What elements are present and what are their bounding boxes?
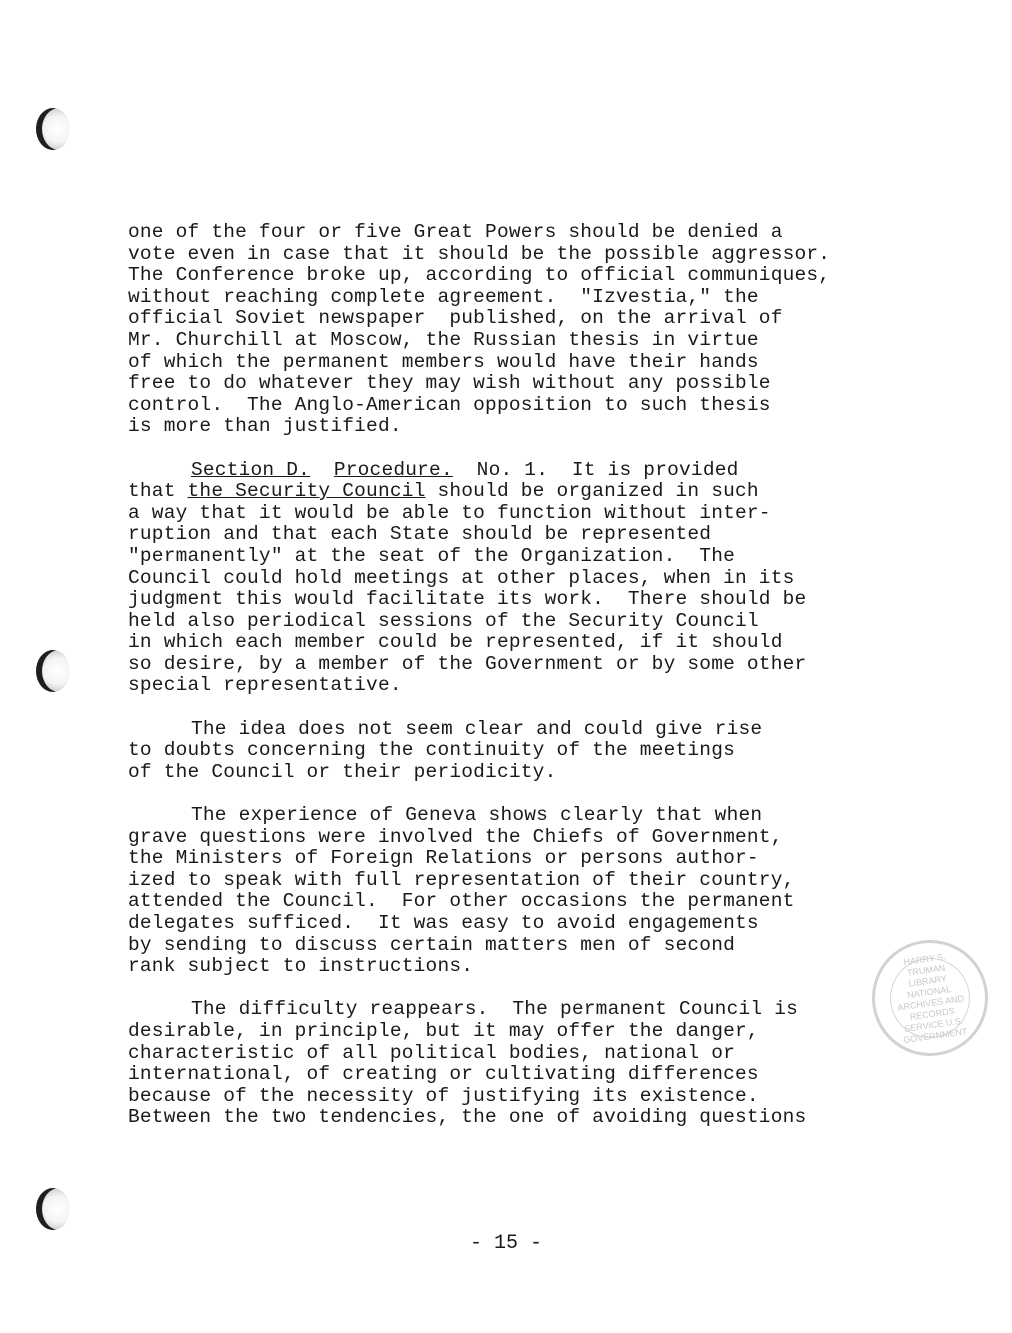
procedure-label: Procedure. (333, 458, 453, 481)
text-line: Mr. Churchill at Moscow, the Russian thesis in virtue (128, 328, 759, 351)
text-line: Council could hold meetings at other places, when in its (128, 566, 795, 589)
paragraph-4 (128, 805, 888, 978)
text-line: vote even in case that it should be the possible aggressor. (128, 242, 831, 265)
paragraph-1 (128, 222, 888, 438)
archive-stamp-text: HARRY S. TRUMAN LIBRARY NATIONAL ARCHIVES AND RECORDS SERVICE U.S. GOVERNMENT (885, 953, 975, 1043)
text-line: Between the two tendencies, the one of avoiding questions (128, 1106, 807, 1129)
text-line: held also periodical sessions of the Security Council (128, 609, 759, 632)
page-number: - 15 - (469, 1232, 542, 1255)
text-line: ruption and that each State should be represented (128, 523, 712, 546)
text-line: free to do whatever they may wish without any possible (128, 372, 771, 395)
text-line: grave questions were involved the Chiefs of Government, (128, 825, 783, 848)
text-line: ized to speak with full representation of their country, (128, 868, 795, 891)
text-line: The difficulty reappears. The permanent Council is (191, 998, 798, 1021)
text-line: judgment this would facilitate its work. There should be (128, 588, 807, 611)
text-line: of the Council or their periodicity. (128, 760, 557, 783)
text-line: is more than justified. (128, 415, 402, 438)
text-line: international, of creating or cultivating differences (128, 1063, 759, 1086)
text-line: to doubts concerning the continuity of the meetings (128, 739, 735, 762)
text-line: by sending to discuss certain matters men of second (128, 933, 735, 956)
section-heading-line (128, 460, 888, 482)
text-line: control. The Anglo-American opposition to such thesis (128, 393, 771, 416)
paragraph-3 (128, 719, 888, 784)
text-line: official Soviet newspaper published, on the arrival of (128, 307, 783, 330)
text-line: of which the permanent members would have their hands (128, 350, 759, 373)
text-line: desirable, in principle, but it may offer the danger, (128, 1019, 759, 1042)
text-line: so desire, by a member of the Government or by some other (128, 652, 807, 675)
paragraph-2 (128, 460, 888, 698)
text-line: attended the Council. For other occasions the permanent (128, 890, 795, 913)
text-line: because of the necessity of justifying its existence. (128, 1084, 759, 1107)
text-line: The Conference broke up, according to official communiques, (128, 264, 831, 287)
text-line: special representative. (128, 674, 402, 697)
text-line: a way that it would be able to function without inter- (128, 501, 771, 524)
security-council-underlined: the Security Council (187, 480, 426, 503)
section-label: Section D. (191, 458, 311, 481)
line-prefix: that (128, 480, 188, 503)
body-text (128, 222, 888, 1129)
binder-hole-middle (36, 650, 70, 692)
text-line: The experience of Geneva shows clearly that when (191, 804, 763, 827)
text-line (128, 481, 888, 503)
binder-hole-bottom (36, 1188, 70, 1230)
text-line: delegates sufficed. It was easy to avoid engagements (128, 912, 759, 934)
text-line: one of the four or five Great Powers should be denied a (128, 221, 783, 243)
text-line: without reaching complete agreement. "Izvestia," the (128, 285, 759, 308)
binder-hole-top (36, 108, 70, 150)
text-line: rank subject to instructions. (128, 955, 474, 978)
heading-rest: No. 1. It is provided (452, 458, 739, 481)
paragraph-5 (128, 999, 888, 1129)
text-line: The idea does not seem clear and could give rise (191, 717, 763, 740)
text-line: "permanently" at the seat of the Organization. The (128, 544, 735, 567)
text-line: in which each member could be represented, if it should (128, 631, 783, 654)
text-line: characteristic of all political bodies, national or (128, 1041, 735, 1064)
line-rest: should be organized in such (425, 480, 759, 503)
text-line: the Ministers of Foreign Relations or persons author- (128, 847, 759, 870)
